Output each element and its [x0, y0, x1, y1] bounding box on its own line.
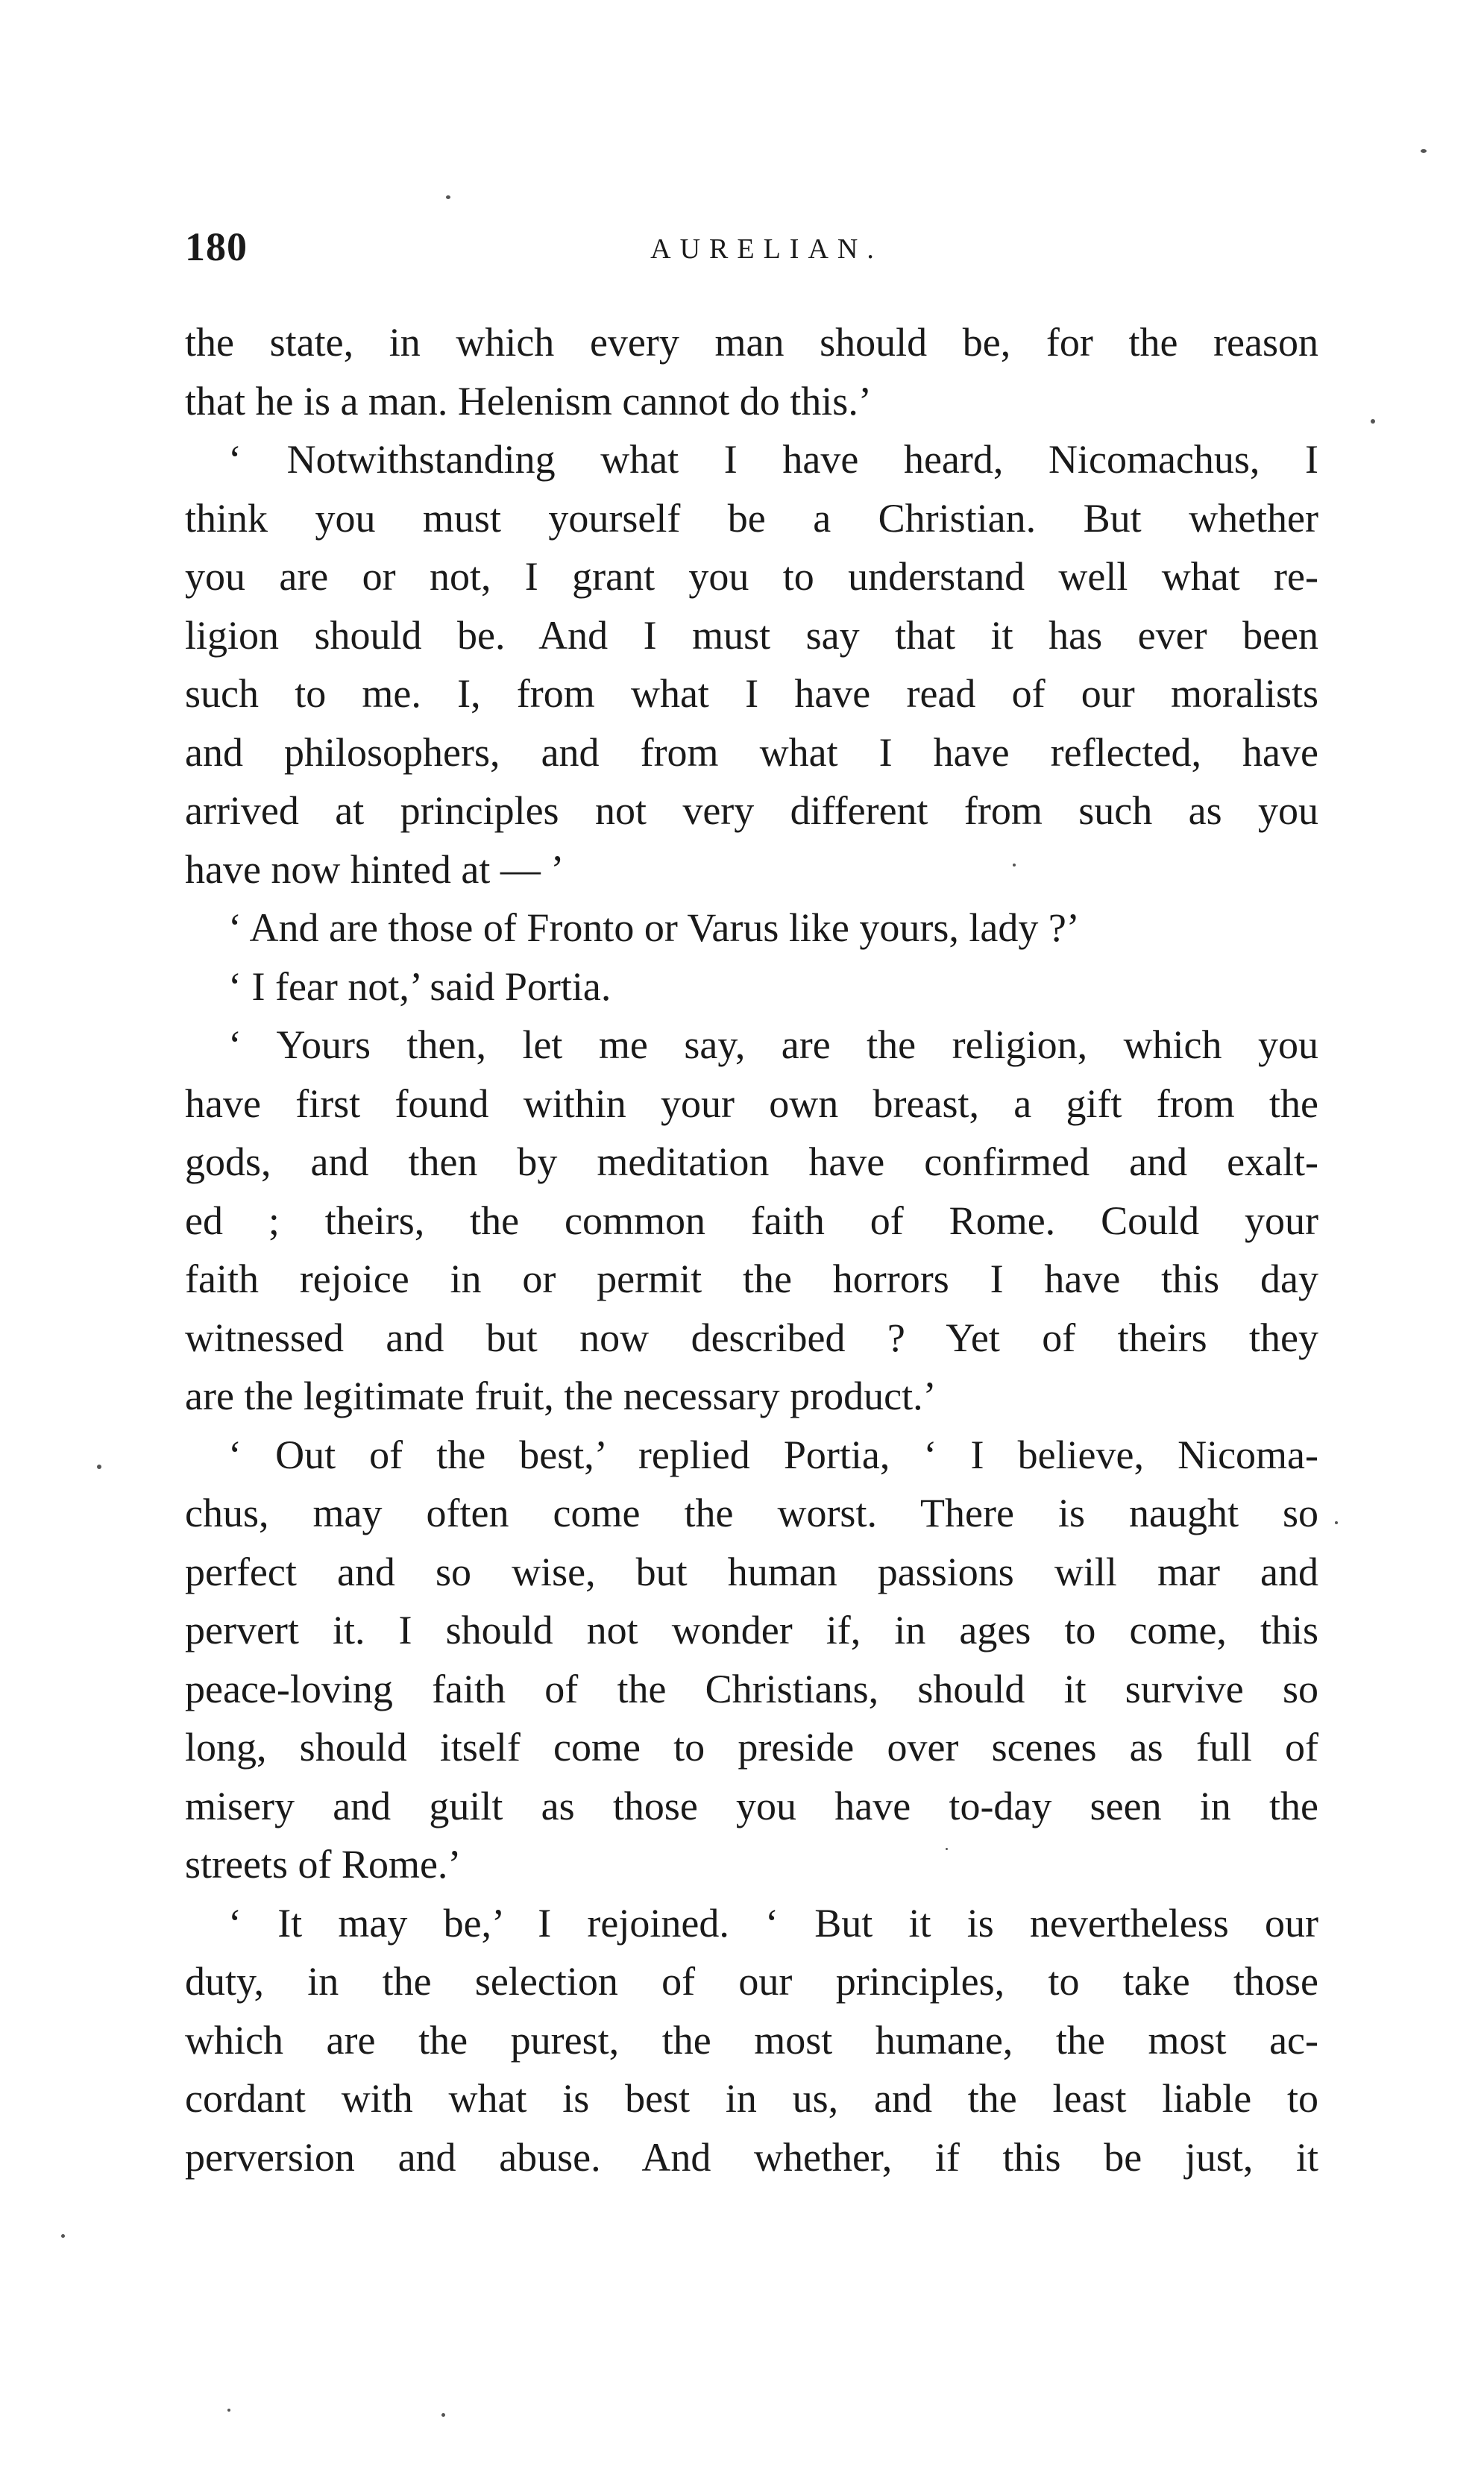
text-line: long, should itself come to preside over scenes as full of	[185, 1725, 1318, 1770]
text-line: ligion should be. And I must say that it has ever been	[185, 612, 1318, 658]
text-line: that he is a man. Helenism cannot do this.’	[185, 378, 872, 424]
text-line: ‘ Out of the best,’ replied Portia, ‘ I believe, Nicoma-	[228, 1432, 1318, 1477]
text-line: and philosophers, and from what I have reflected, have	[185, 729, 1318, 775]
text-line: misery and guilt as those you have to-day seen in the	[185, 1783, 1318, 1828]
text-line: duty, in the selection of our principles, to take those	[185, 1959, 1318, 2004]
speck	[1371, 419, 1375, 424]
text-line: faith rejoice in or permit the horrors I have this day	[185, 1257, 1318, 1301]
text-line: the state, in which every man should be, for the reason	[185, 320, 1318, 365]
text-line: gods, and then by meditation have confirmed and exalt-	[185, 1139, 1318, 1184]
text-line: ed ; theirs, the common faith of Rome. Could your	[185, 1198, 1318, 1243]
speck	[1421, 149, 1427, 153]
text-line: think you must yourself be a Christian. But whether	[185, 495, 1318, 541]
text-line: which are the purest, the most humane, the most ac-	[185, 2017, 1318, 2063]
text-line: peace-loving faith of the Christians, should it survive so	[185, 1666, 1318, 1711]
body-text	[185, 313, 1318, 2186]
text-line: such to me. I, from what I have read of our moralists	[185, 671, 1318, 716]
text-line: cordant with what is best in us, and the least liable to	[185, 2076, 1318, 2121]
page-header	[185, 224, 1318, 283]
speck	[1013, 864, 1016, 867]
text-line: perversion and abuse. And whether, if this be just, it	[185, 2134, 1318, 2180]
text-line: ‘ And are those of Fronto or Varus like yours, lady ?’	[228, 905, 1080, 950]
text-line: chus, may often come the worst. There is naught so	[185, 1491, 1318, 1535]
text-line: pervert it. I should not wonder if, in ages to come, this	[185, 1608, 1318, 1652]
text-line: witnessed and but now described ? Yet of theirs they	[185, 1315, 1318, 1360]
speck	[946, 1848, 948, 1850]
text-line: have now hinted at — ’	[185, 846, 565, 892]
text-line: you are or not, I grant you to understand well what re-	[185, 554, 1318, 599]
text-line: are the legitimate fruit, the necessary product.’	[185, 1374, 937, 1418]
running-title: AURELIAN.	[650, 233, 883, 265]
text-line: perfect and so wise, but human passions will mar and	[185, 1549, 1318, 1594]
text-line: ‘ Yours then, let me say, are the religion, which you	[228, 1022, 1318, 1067]
text-line: ‘ Notwithstanding what I have heard, Nicomachus, I	[228, 437, 1318, 482]
text-line: ‘ I fear not,’ said Portia.	[228, 963, 611, 1009]
text-line: streets of Rome.’	[185, 1842, 462, 1887]
text-line: ‘ It may be,’ I rejoined. ‘ But it is nevertheless our	[228, 1900, 1318, 1946]
speck	[227, 2409, 230, 2412]
speck	[97, 1465, 101, 1469]
text-line: have first found within your own breast, a gift from the	[185, 1081, 1318, 1126]
text-line: arrived at principles not very different from such as you	[185, 788, 1318, 833]
speck	[441, 2413, 445, 2417]
speck	[61, 2234, 65, 2238]
speck	[446, 195, 450, 199]
page-number: 180	[185, 224, 248, 269]
speck	[1335, 1521, 1338, 1524]
